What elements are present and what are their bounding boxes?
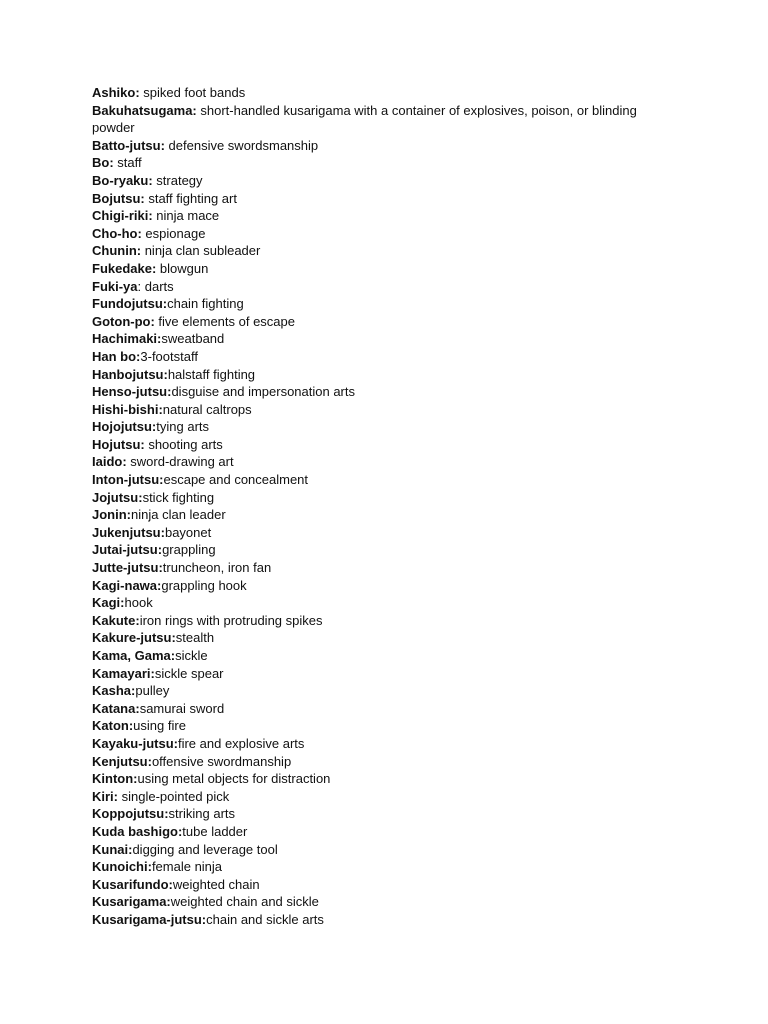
glossary-term: Chunin: <box>92 243 142 259</box>
glossary-definition: stick fighting <box>142 489 215 505</box>
glossary-definition: using fire <box>133 718 186 734</box>
glossary-term: Chigi-riki: <box>92 208 153 224</box>
glossary-page <box>92 84 652 929</box>
glossary-definition: hook <box>124 595 153 611</box>
glossary-term: Kakute: <box>92 612 140 628</box>
glossary-definition: : darts <box>137 278 174 294</box>
glossary-definition: grappling <box>162 542 216 558</box>
glossary-term: Inton-jutsu: <box>92 472 164 488</box>
glossary-entry <box>92 735 652 753</box>
glossary-term: Kunoichi: <box>92 859 152 875</box>
glossary-term: Katana: <box>92 700 140 716</box>
glossary-definition: pulley <box>135 683 170 699</box>
glossary-definition: striking arts <box>168 806 236 822</box>
glossary-definition: 3-footstaff <box>140 348 198 364</box>
glossary-term: Kakure-jutsu: <box>92 630 176 646</box>
glossary-term: Kusarifundo: <box>92 876 173 892</box>
glossary-definition: spiked foot bands <box>139 85 246 100</box>
glossary-entry <box>92 717 652 735</box>
glossary-entry <box>92 418 652 436</box>
glossary-definition: digging and leverage tool <box>132 841 278 857</box>
glossary-definition: offensive swordmanship <box>151 753 292 769</box>
glossary-definition: shooting arts <box>144 436 223 452</box>
glossary-entry <box>92 102 652 137</box>
glossary-entry <box>92 893 652 911</box>
glossary-entry <box>92 559 652 577</box>
glossary-entry <box>92 260 652 278</box>
glossary-term: Ashiko: <box>92 85 140 100</box>
glossary-entry <box>92 489 652 507</box>
glossary-entry <box>92 876 652 894</box>
glossary-definition: truncheon, iron fan <box>162 560 272 576</box>
glossary-definition: defensive swordsmanship <box>164 137 319 153</box>
glossary-definition: halstaff fighting <box>167 366 256 382</box>
glossary-definition: sickle <box>175 648 208 663</box>
glossary-entry <box>92 647 652 665</box>
glossary-term: Bo-ryaku: <box>92 172 153 188</box>
glossary-term: Kuda bashigo: <box>92 823 183 839</box>
glossary-term: Hanbojutsu: <box>92 366 168 382</box>
glossary-entry <box>92 366 652 384</box>
glossary-term: Bakuhatsugama: <box>92 102 197 118</box>
glossary-entry <box>92 137 652 155</box>
glossary-definition: staff <box>113 155 142 171</box>
glossary-definition: strategy <box>152 172 203 188</box>
glossary-entry <box>92 242 652 260</box>
glossary-term: Bo: <box>92 155 114 171</box>
glossary-term: Iaido: <box>92 454 127 470</box>
glossary-entry <box>92 278 652 296</box>
glossary-definition: espionage <box>141 225 206 241</box>
glossary-definition: ninja clan subleader <box>141 243 261 259</box>
glossary-term: Jojutsu: <box>92 489 143 505</box>
glossary-term: Jutte-jutsu: <box>92 560 163 576</box>
glossary-entry <box>92 295 652 313</box>
glossary-definition: escape and concealment <box>163 472 309 488</box>
glossary-entry <box>92 700 652 718</box>
glossary-definition: weighted chain <box>172 876 260 892</box>
glossary-definition: using metal objects for distraction <box>137 771 331 787</box>
glossary-term: Fundojutsu: <box>92 296 168 312</box>
glossary-definition: ninja mace <box>152 208 220 224</box>
glossary-entry <box>92 577 652 595</box>
glossary-term: Kayaku-jutsu: <box>92 735 178 751</box>
glossary-term: Kunai: <box>92 841 133 857</box>
glossary-term: Jukenjutsu: <box>92 524 165 540</box>
glossary-term: Kiri: <box>92 788 118 804</box>
glossary-definition: disguise and impersonation arts <box>171 384 356 400</box>
glossary-definition: chain and sickle arts <box>206 911 324 927</box>
glossary-entry <box>92 858 652 876</box>
glossary-definition: iron rings with protruding spikes <box>139 612 323 628</box>
glossary-entry <box>92 313 652 331</box>
glossary-entry <box>92 541 652 559</box>
glossary-term: Hojutsu: <box>92 436 145 452</box>
glossary-entry <box>92 225 652 243</box>
glossary-term: Goton-po: <box>92 313 155 329</box>
glossary-entry <box>92 207 652 225</box>
glossary-entry <box>92 436 652 454</box>
glossary-definition: stealth <box>175 630 215 646</box>
glossary-entry <box>92 753 652 771</box>
glossary-entry <box>92 594 652 612</box>
glossary-definition: tube ladder <box>182 823 248 839</box>
glossary-definition: short-handled kusarigama with a container of explosives, poison, or blinding powder <box>92 102 637 136</box>
glossary-term: Kusarigama-jutsu: <box>92 911 207 927</box>
glossary-entry <box>92 665 652 683</box>
glossary-term: Katon: <box>92 718 134 734</box>
glossary-entry <box>92 629 652 647</box>
glossary-definition: fire and explosive arts <box>177 735 305 751</box>
glossary-term: Henso-jutsu: <box>92 384 172 400</box>
glossary-entry <box>92 172 652 190</box>
glossary-entry <box>92 154 652 172</box>
glossary-term: Kagi-nawa: <box>92 577 162 593</box>
glossary-definition: female ninja <box>151 859 223 875</box>
glossary-entry <box>92 823 652 841</box>
glossary-term: Cho-ho: <box>92 225 142 241</box>
glossary-entry <box>92 190 652 208</box>
glossary-term: Jutai-jutsu: <box>92 542 163 558</box>
glossary-term: Hachimaki: <box>92 331 162 347</box>
glossary-term: Kenjutsu: <box>92 753 152 769</box>
glossary-term: Fukedake: <box>92 260 157 276</box>
glossary-definition: tying arts <box>156 419 210 435</box>
glossary-term: Kama, Gama: <box>92 648 176 663</box>
glossary-entry <box>92 612 652 630</box>
glossary-definition: samurai sword <box>139 700 225 716</box>
glossary-definition: sword-drawing art <box>126 454 234 470</box>
glossary-term: Fuki-ya <box>92 278 138 294</box>
glossary-definition: natural caltrops <box>162 401 252 417</box>
glossary-definition: grappling hook <box>161 577 247 593</box>
glossary-term: Kagi: <box>92 595 125 611</box>
glossary-definition: ninja clan leader <box>131 507 226 523</box>
glossary-definition: blowgun <box>156 260 209 276</box>
glossary-definition: sickle spear <box>154 665 224 681</box>
glossary-term: Batto-jutsu: <box>92 137 165 153</box>
glossary-term: Kasha: <box>92 683 136 699</box>
glossary-entry <box>92 770 652 788</box>
glossary-entry <box>92 841 652 859</box>
glossary-entry <box>92 348 652 366</box>
glossary-definition: sweatband <box>161 331 225 347</box>
glossary-entry <box>92 453 652 471</box>
glossary-term: Koppojutsu: <box>92 806 169 822</box>
glossary-term: Bojutsu: <box>92 190 145 206</box>
glossary-definition: staff fighting art <box>144 190 237 206</box>
glossary-term: Jonin: <box>92 507 131 523</box>
glossary-term: Kamayari: <box>92 665 155 681</box>
glossary-term: Kinton: <box>92 771 138 787</box>
glossary-entry <box>92 84 652 102</box>
glossary-definition: bayonet <box>164 524 212 540</box>
glossary-term: Hishi-bishi: <box>92 401 163 417</box>
glossary-definition: weighted chain and sickle <box>170 894 319 910</box>
glossary-entry <box>92 524 652 542</box>
glossary-entry <box>92 911 652 929</box>
glossary-term: Hojojutsu: <box>92 419 157 435</box>
glossary-entry <box>92 682 652 700</box>
glossary-term: Han bo: <box>92 348 141 364</box>
glossary-entry <box>92 401 652 419</box>
glossary-definition: five elements of escape <box>154 313 296 329</box>
glossary-term: Kusarigama: <box>92 894 171 910</box>
glossary-definition: single-pointed pick <box>118 788 230 804</box>
glossary-entry <box>92 805 652 823</box>
glossary-entry <box>92 383 652 401</box>
glossary-entry <box>92 471 652 489</box>
glossary-definition: chain fighting <box>167 296 244 312</box>
glossary-entry <box>92 788 652 806</box>
glossary-entry <box>92 506 652 524</box>
glossary-entry <box>92 330 652 348</box>
